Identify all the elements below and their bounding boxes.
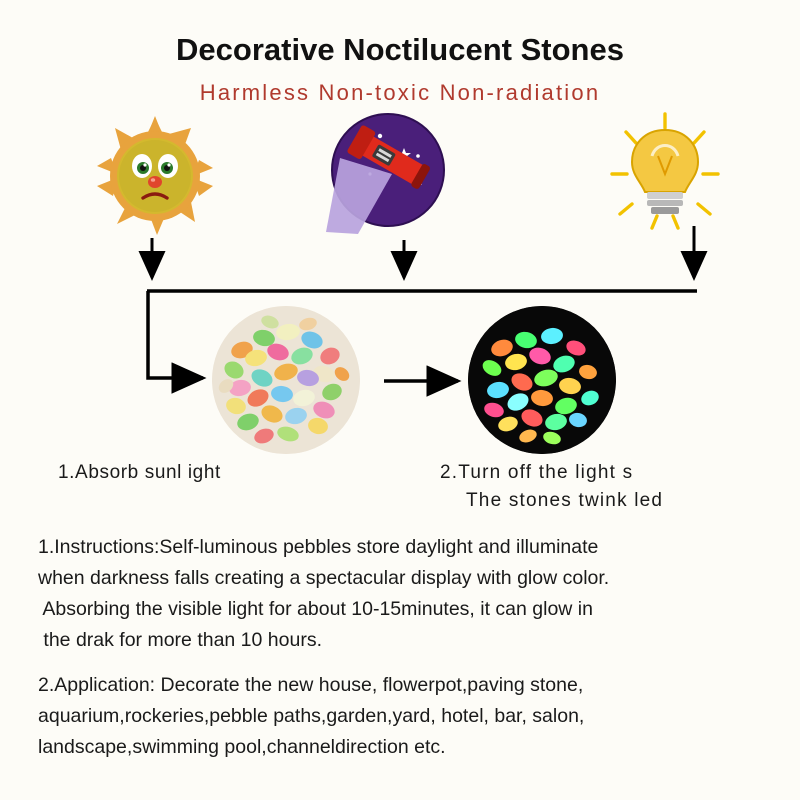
- page-subtitle: Harmless Non-toxic Non-radiation: [199, 80, 601, 105]
- arrow-right-icon: [148, 291, 203, 378]
- day-stones-image: [212, 306, 360, 454]
- night-stones-image: [468, 306, 616, 454]
- paragraph-gap: [38, 656, 778, 670]
- step-2-caption-line2: The stones twink led: [466, 490, 664, 511]
- step-2-caption-line1: 2.Turn off the light s: [440, 462, 634, 483]
- application-line-3: landscape,swimming pool,channeldirection etc.: [38, 736, 446, 758]
- application-line-2: aquarium,rockeries,pebble paths,garden,yard, hotel, bar, salon,: [38, 705, 585, 727]
- application-line-1: 2.Application: Decorate the new house, flowerpot,paving stone,: [38, 674, 584, 696]
- page-title: Decorative Noctilucent Stones: [176, 32, 624, 67]
- instructions-line-4: the drak for more than 10 hours.: [38, 629, 322, 651]
- description-block: [38, 532, 778, 763]
- instructions-line-2: when darkness falls creating a spectacular display with glow color.: [38, 567, 610, 589]
- instructions-line-3: Absorbing the visible light for about 10-15minutes, it can glow in: [38, 598, 593, 620]
- instructions-line-1: 1.Instructions:Self-luminous pebbles store daylight and illuminate: [38, 536, 599, 558]
- step-1-caption: 1.Absorb sunl ight: [58, 462, 221, 483]
